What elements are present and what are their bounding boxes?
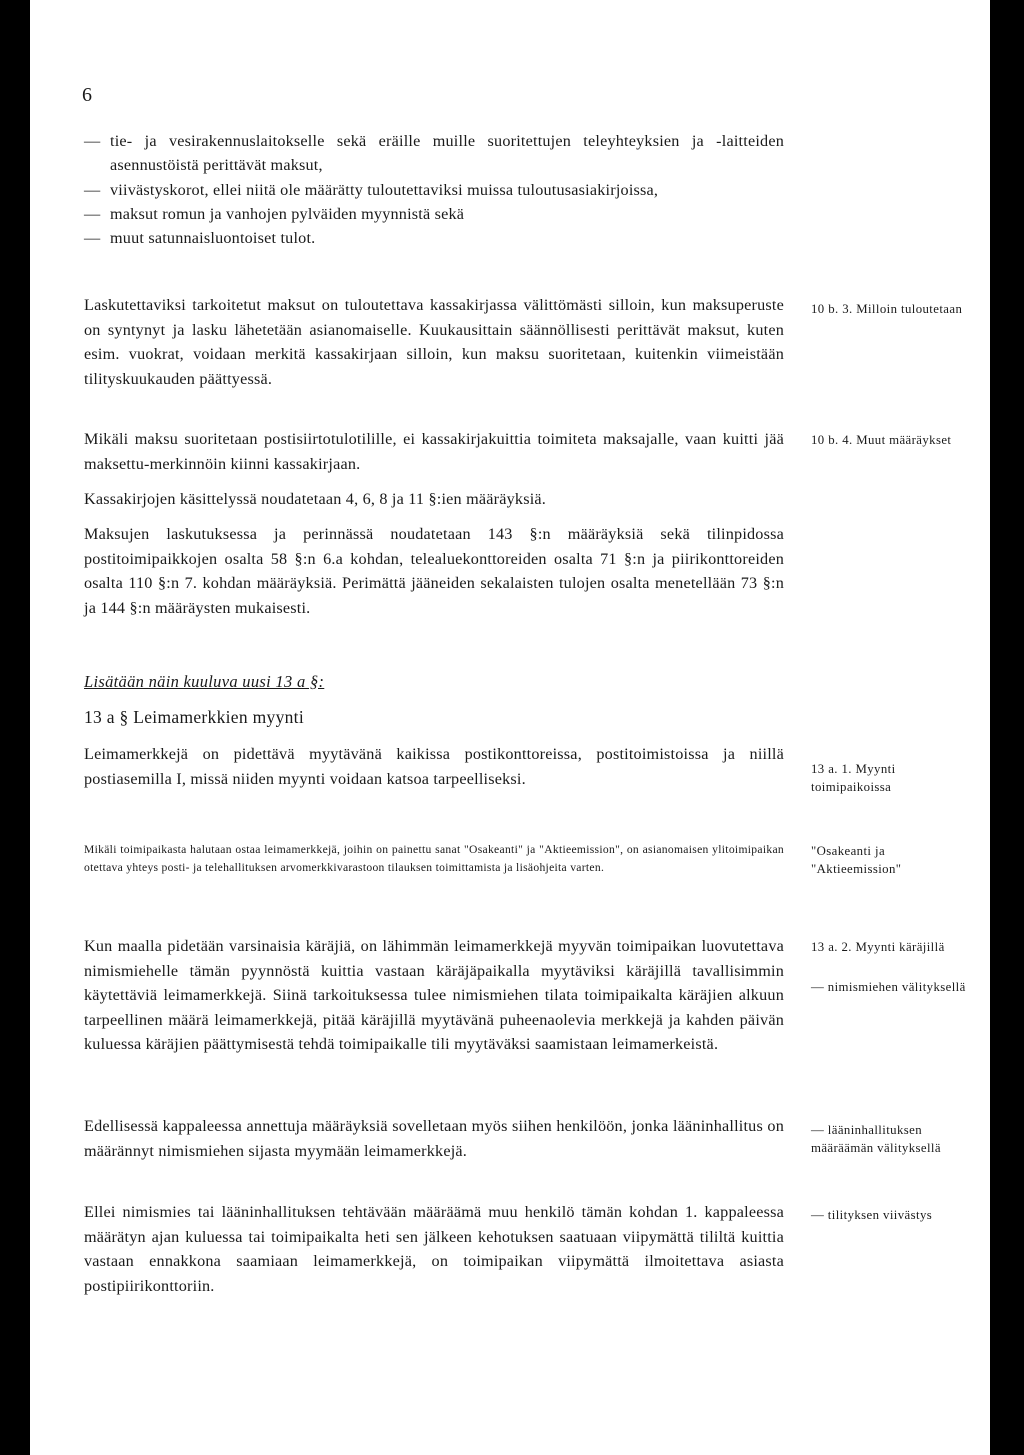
paragraph-court-sessions: Kun maalla pidetään varsinaisia käräjiä, on lähimmän leimamerkkejä myyvän toimipaikan luovutettava nimismiehelle tämän pyynnöstä kuittia vastaan käräjäpaikalla myytäviksi käräjillä tavallisimmin käytettäviä leimamerkkejä. Siinä tarkoituksessa tulee nimismiehen tilata toimipaikalta käräjien alkuun tarpeellinen määrä leimamerkkejä, pitää käräjillä myytävänä puheenaolevia merkkejä ja kahden päivän kuluessa käräjien päättymisestä tehdä toimipaikalle tili myytäväksi saamistaan leimamerkeistä. (84, 937, 784, 1053)
dash-list (84, 129, 784, 250)
paragraph-small-print: Mikäli toimipaikasta halutaan ostaa leimamerkkejä, joihin on painettu sanat "Osakeanti" ja "Aktieemission", on asianomaisen ylitoimipaikan otettava yhteys posti- ja telehallituksen arvomerkkivarastoon tilauksen toimittamista ja lisäohjeita varten. (84, 843, 784, 874)
margin-note: "Osakeanti ja "Aktieemission" (811, 844, 902, 876)
right-border-bar (990, 0, 1024, 1455)
paragraph-delay: Ellei nimismies tai lääninhallituksen tehtävään määräämä muu henkilö tämän kohdan 1. kappaleessa määrätyn ajan kuluessa tai toimipaikalta heti sen jälkeen kehotuksen saatuaan viipymättä tililtä kuittia vastaan ennakkona saamiaan leimamerkkejä, on toimipaikan viipymättä ilmoitettava asiasta postipiirikonttoriin. (84, 1203, 784, 1295)
list-item: — tie- ja vesirakennuslaitokselle sekä eräille muille suoritettujen teleyhteyksien ja -laitteiden asennustöistä perittävät maksut, (84, 129, 784, 178)
list-item: — viivästyskorot, ellei niitä ole määrätty tuloutettaviksi muissa tuloutusasiakirjoissa, (84, 178, 784, 202)
margin-note: 10 b. 4. Muut määräykset (811, 433, 952, 447)
list-item-text: muut satunnaisluontoiset tulot. (110, 229, 316, 248)
margin-note: 10 b. 3. Milloin tuloutetaan (811, 302, 963, 316)
paragraph-billing: Laskutettaviksi tarkoitetut maksut on tuloutettava kassakirjassa välittömästi silloin, kun maksuperuste on syntynyt ja lasku lähetetään asianomaiselle. Kuukausittain säännöllisesti perittävät maksut, kuten esim. vuokrat, voidaan merkitä kassakirjaan silloin, kun maksu suoritetaan, kuitenkin viimeistään tilityskuukauden päättyessä. (84, 296, 784, 388)
margin-note: — tilityksen viivästys (811, 1208, 933, 1222)
margin-note: — nimismiehen välityksellä (811, 980, 966, 994)
paragraph-invoicing: Maksujen laskutuksessa ja perinnässä noudatetaan 143 §:n määräyksiä sekä tilinpidossa postitoimipaikkojen osalta 58 §:n 6.a kohdan, telealuekonttoreiden osalta 71 §:n ja piirikonttoreiden osalta 110 §:n 7. kohdan määräyksiä. Perimättä jääneiden sekalaisten tulojen osalta menetellään 73 §:n ja 144 §:n määräysten mukaisesti. (84, 525, 784, 617)
list-item-text: tie- ja vesirakennuslaitokselle sekä eräille muille suoritettujen teleyhteyksien ja -laitteiden asennustöistä perittävät maksut, (110, 132, 784, 175)
page-number: 6 (82, 84, 92, 106)
list-item-text: viivästyskorot, ellei niitä ole määrätty tuloutettaviksi muissa tuloutusasiakirjoissa, (110, 180, 659, 199)
paragraph-stamp-sales: Leimamerkkejä on pidettävä myytävänä kaikissa postikonttoreissa, postitoimistoissa ja niillä postiasemilla I, missä niiden myynti voidaan katsoa tarpeelliseksi. (84, 745, 784, 788)
section-heading: 13 a § Leimamerkkien myynti (84, 707, 304, 727)
list-item: — muut satunnaisluontoiset tulot. (84, 226, 784, 250)
paragraph-county-government: Edellisessä kappaleessa annettuja määräyksiä sovelletaan myös siihen henkilöön, jonka lääninhallitus on määrännyt nimismiehen sijasta myymään leimamerkkejä. (84, 1117, 784, 1160)
paragraph-postal-giro: Mikäli maksu suoritetaan postisiirtotulotilille, ei kassakirjakuittia toimiteta maksajalle, vaan kuitti jää maksettu-merkinnöin kiinni kassakirjaan. (84, 430, 784, 473)
list-item: — maksut romun ja vanhojen pylväiden myynnistä sekä (84, 202, 784, 226)
list-item-text: maksut romun ja vanhojen pylväiden myynnistä sekä (110, 204, 465, 223)
margin-note: — lääninhallituksen määräämän välityksellä (811, 1123, 941, 1155)
paragraph-cashbooks: Kassakirjojen käsittelyssä noudatetaan 4, 6, 8 ja 11 §:ien määräyksiä. (84, 490, 547, 508)
margin-note: 13 a. 1. Myynti toimipaikoissa (811, 762, 896, 794)
left-border-bar (0, 0, 30, 1455)
margin-note: 13 a. 2. Myynti käräjillä (811, 940, 945, 954)
amendment-heading: Lisätään näin kuuluva uusi 13 a §: (84, 672, 325, 691)
